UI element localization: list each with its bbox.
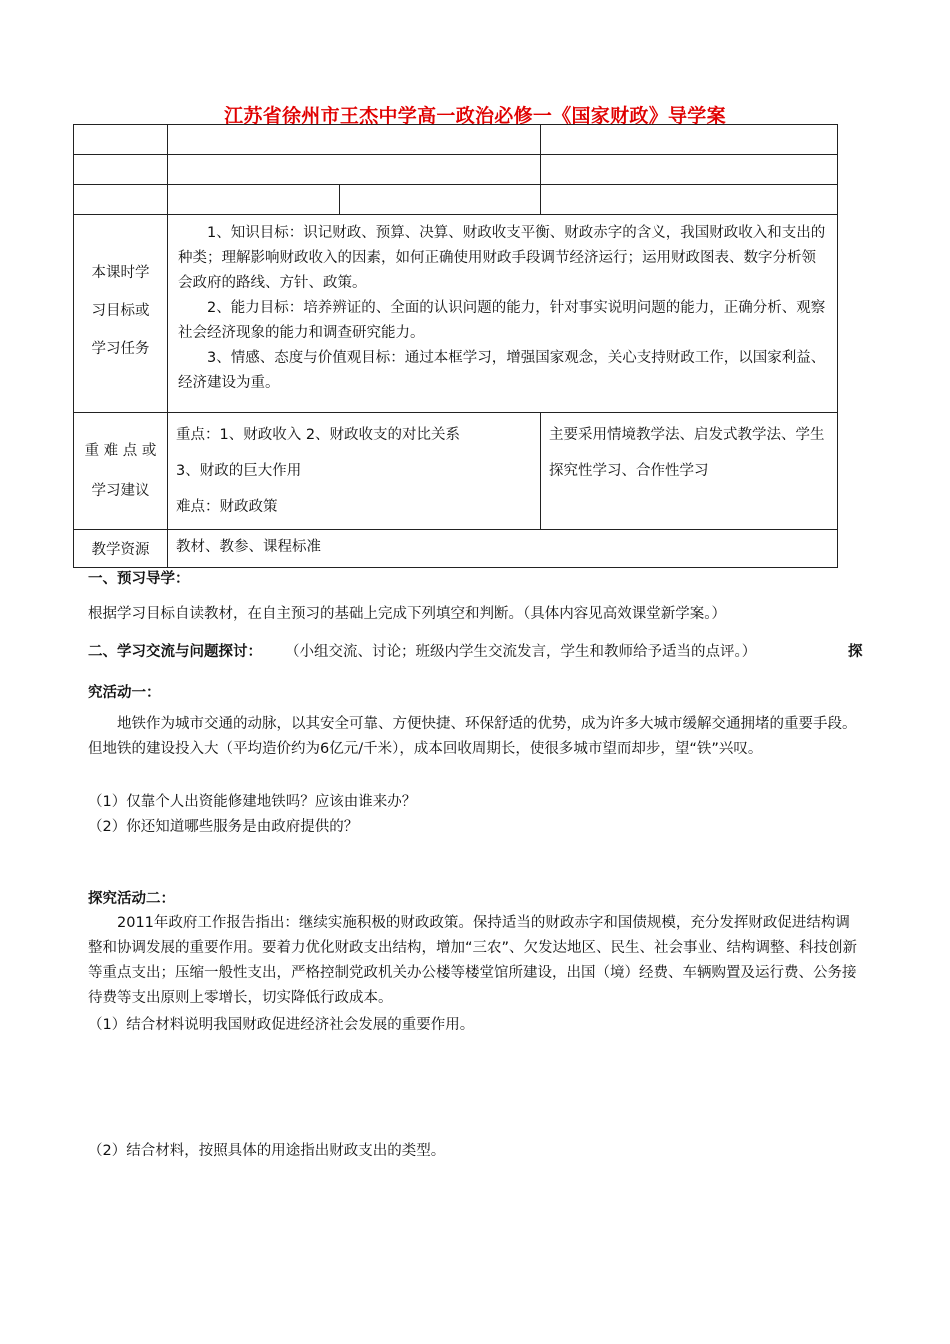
activity2-material: 2011年政府工作报告指出：继续实施积极的财政政策。保持适当的财政赤字和国债规模，充分发挥财政促进结构调整和协调发展的重要作用。要着力优化财政支出结构，增加“三农”、欠发达地区、民生、社会事业、结构调整、科技创新等重点支出；压缩一般性支出，严格控制党政机关办公楼等楼堂馆所建设，出国（境）经费、车辆购置及运行费、公务接待费等支出原则上零增长，切实降低行政成本。 [88,915,858,1006]
activity1-heading-part1: 探 [848,644,863,660]
attitude-objective: 3、情感、态度与价值观目标：通过本框学习，增强国家观念，关心支持财政工作，以国家利益、经济建设为重。 [178,350,826,391]
objectives-label: 本课时学 习目标或 学习任务 [74,215,168,413]
resources-content: 教材、教参、课程标准 [168,530,838,568]
blank-cell [74,155,168,185]
section2-note: （小组交流、讨论；班级内学生交流发言，学生和教师给予适当的点评。） [285,644,757,660]
section1-text: 根据学习目标自读教材，在自主预习的基础上完成下列填空和判断。（具体内容见高效课堂新学案。） [88,606,726,622]
resources-label: 教学资源 [74,530,168,568]
activity1-question-2: （2）你还知道哪些服务是由政府提供的？ [88,819,359,835]
blank-cell [541,155,838,185]
blank-row-2 [74,155,838,185]
activity2-question-1: （1）结合材料说明我国财政促进经济社会发展的重要作用。 [88,1017,475,1033]
blank-cell [168,125,541,155]
lesson-plan-table [73,124,838,568]
knowledge-objective: 1、知识目标：识记财政、预算、决算、财政收支平衡、财政赤字的含义，我国财政收入和支出的种类；理解影响财政收入的因素，如何正确使用财政手段调节经济运行；运用财政图表、数字分析领会政府的路线、方针、政策。 [178,225,826,291]
activity1-heading-part2: 究活动一： [88,685,161,701]
blank-cell [168,185,340,215]
blank-row-1 [74,125,838,155]
blank-row-3 [74,185,838,215]
activity2-question-2: （2）结合材料，按照具体的用途指出财政支出的类型。 [88,1143,446,1159]
blank-cell [74,185,168,215]
objectives-row [74,215,838,413]
ability-objective: 2、能力目标：培养辨证的、全面的认识问题的能力，针对事实说明问题的能力，正确分析、观察社会经济现象的能力和调查研究能力。 [178,300,826,341]
section1-heading: 一、预习导学： [88,571,190,587]
key-points-row [74,413,838,530]
blank-cell [74,125,168,155]
teaching-method: 主要采用情境教学法、启发式教学法、学生探究性学习、合作性学习 [541,413,838,530]
blank-cell [541,125,838,155]
objectives-content [168,215,838,413]
activity1-material: 地铁作为城市交通的动脉，以其安全可靠、方便快捷、环保舒适的优势，成为许多大城市缓解交通拥堵的重要手段。但地铁的建设投入大（平均造价约为6亿元/千米），成本回收周期长，使很多城市望而却步，望“铁”兴叹。 [88,716,857,757]
key-points-content: 重点：1、财政收入 2、财政收支的对比关系 3、财政的巨大作用 难点：财政政策 [168,413,541,530]
resources-row [74,530,838,568]
section2-heading: 二、学习交流与问题探讨： [88,644,262,660]
activity2-heading: 探究活动二： [88,891,175,907]
document-title: 江苏省徐州市王杰中学高一政治必修一《国家财政》导学案 [224,105,726,127]
blank-cell [168,155,541,185]
blank-cell [541,185,838,215]
key-points-label: 重 难 点 或 学习建议 [74,413,168,530]
blank-cell [340,185,541,215]
activity1-question-1: （1）仅靠个人出资能修建地铁吗？应该由谁来办？ [88,794,417,810]
